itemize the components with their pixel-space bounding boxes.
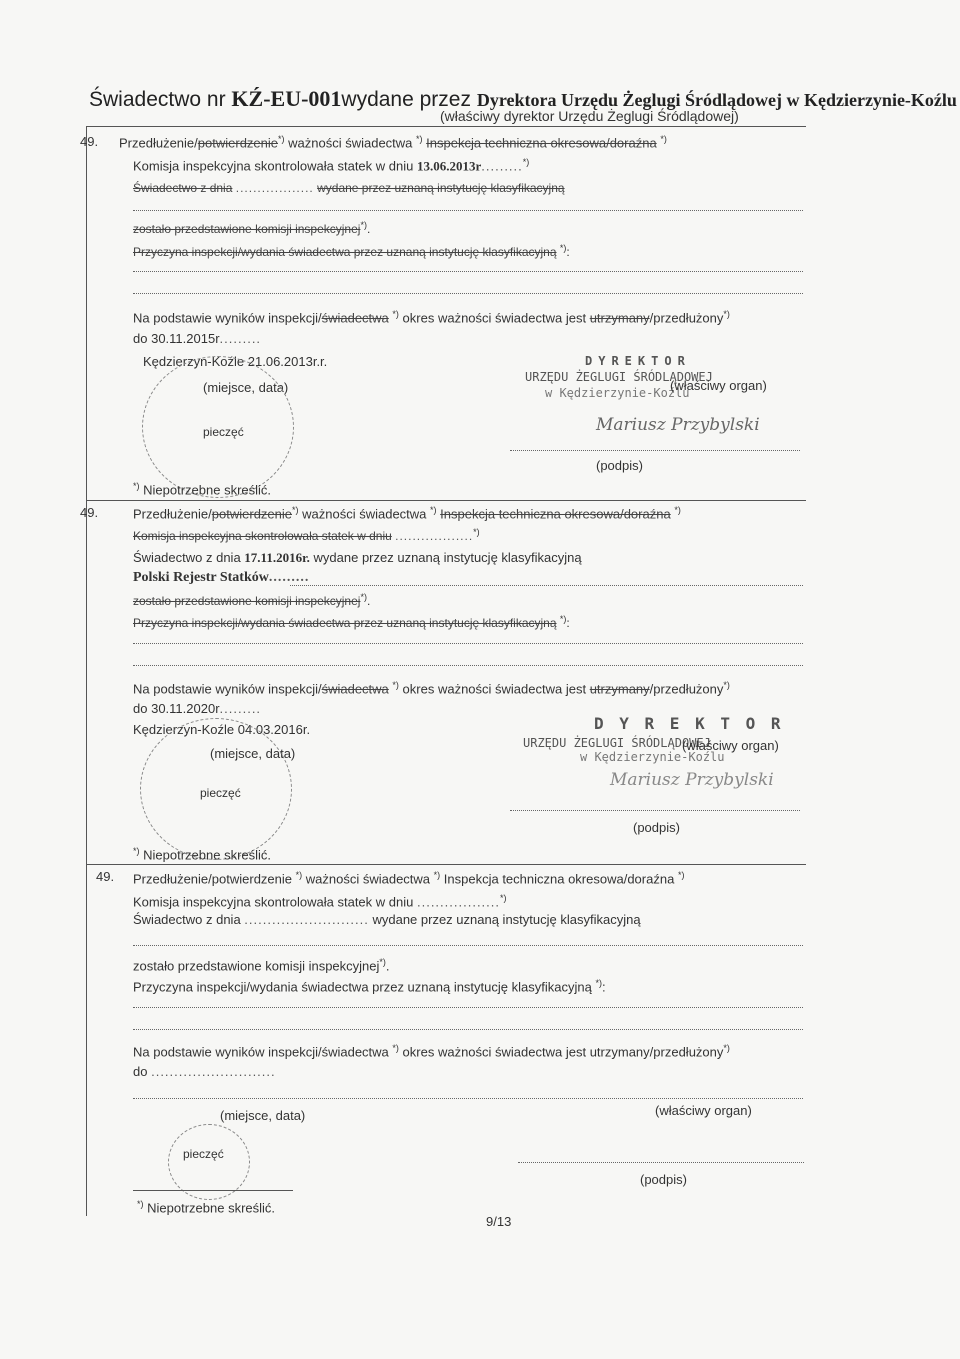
entry2-dotline-2 (133, 643, 803, 644)
title-issued-by: wydane przez (341, 88, 471, 111)
entry1-line1: Przedłużenie/potwierdzenie*) ważności świadectwa *) Inspekcja techniczna okresowa/doraźna *) (119, 134, 667, 151)
entry1-commission: Komisja inspekcyjna skontrolowała statek w dniu 13.06.2013r.........*) (133, 157, 530, 174)
entry2-place-date-value: Kędzierzyn-Koźle 04.03.2016r. (133, 722, 311, 737)
entry1-dotline-1 (133, 210, 803, 211)
certificate-number: KŹ-EU-001 (231, 86, 342, 111)
entry2-reason: Przyczyna inspekcji/wydania świadectwa przez uznaną instytucję klasyfikacyjną *): (133, 614, 570, 630)
page-number: 9/13 (486, 1214, 512, 1229)
entry2-organ-label: (właściwy organ) (682, 738, 779, 753)
entry2-commission: Komisja inspekcyjna skontrolowała statek w dniu ..................*) (133, 527, 480, 543)
entry2-basis: Na podstawie wyników inspekcji/świadectwa *) okres ważności świadectwa jest utrzymany/przedłużony*) (133, 680, 730, 697)
entry3-dotline-4 (133, 1098, 803, 1099)
entry3-place-date-label: (miejsce, data) (220, 1108, 306, 1123)
entry3-footnote-rule (133, 1190, 293, 1191)
entry3-cert-date: Świadectwo z dnia ........................... wydane przez uznaną instytucję klasyfikacyjną (133, 912, 641, 927)
entry3-signature-line (518, 1162, 804, 1163)
entry1-organ-label: (właściwy organ) (670, 378, 767, 393)
entry2-office-stamp: URZĘDU ŻEGLUGI ŚRÓDLĄDOWEJ (523, 736, 711, 750)
divider-1 (86, 500, 806, 501)
issuing-authority: Dyrektora Urzędu Żeglugi Śródlądowej w Kędzierzynie-Koźlu (476, 90, 957, 110)
entry3-presented: zostało przedstawione komisji inspekcyjnej*). (133, 957, 390, 974)
entry2-class-institution: Polski Rejestr Statków......... (133, 570, 310, 585)
entry3-until: do ........................... (133, 1064, 276, 1079)
entry1-until-date: 30.11.2015r (151, 331, 220, 346)
entry1-signature-label: (podpis) (596, 458, 643, 473)
entry1-basis: Na podstawie wyników inspekcji/świadectwa *) okres ważności świadectwa jest utrzymany/przedłużony*) (133, 309, 730, 326)
frame-top (86, 126, 806, 127)
entry3-dotline-3 (133, 1029, 803, 1030)
entry1-commission-date: 13.06.2013r (416, 158, 482, 174)
entry1-footnote: *) Niepotrzebne skreślić. (133, 481, 272, 498)
divider-2 (86, 864, 806, 865)
entry2-presented: zostało przedstawione komisji inspekcyjnej*). (133, 592, 371, 608)
entry2-cert-date-value: 17.11.2016r. (244, 550, 310, 565)
entry2-footnote: *) Niepotrzebne skreślić. (133, 846, 272, 863)
entry2-director-stamp: D Y R E K T O R (594, 714, 784, 733)
entry1-seal-label: pieczęć (203, 425, 244, 439)
entry2-dotline-1 (290, 585, 803, 586)
entry1-place-date-label: (miejsce, data) (203, 380, 289, 395)
entry2-seal-label: pieczęć (200, 786, 241, 800)
entry3-seal-label: pieczęć (183, 1147, 224, 1161)
entry1-director-stamp: DYREKTOR (585, 354, 691, 368)
entry2-until-date: 30.11.2020r (151, 701, 220, 716)
entry3-dotline-2 (133, 1007, 803, 1008)
entry2-signature: Mariusz Przybylski (610, 770, 774, 790)
entry2-place-date-label: (miejsce, data) (210, 746, 296, 761)
entry2-dotline-3 (133, 665, 803, 666)
entry3-dotline-1 (133, 945, 803, 946)
entry2-office-stamp-2: w Kędzierzynie-Koźlu (580, 750, 725, 764)
entry3-line1: Przedłużenie/potwierdzenie *) ważności świadectwa *) Inspekcja techniczna okresowa/doraźna *) (133, 870, 685, 887)
entry3-commission: Komisja inspekcyjna skontrolowała statek w dniu ..................*) (133, 893, 507, 910)
entry1-section-number: 49. (80, 134, 99, 149)
entry3-basis: Na podstawie wyników inspekcji/świadectwa *) okres ważności świadectwa jest utrzymany/przedłużony*) (133, 1043, 730, 1060)
document-subtitle: (właściwy dyrektor Urzędu Żeglugi Śródlądowej) (440, 108, 739, 124)
entry2-cert-date: Świadectwo z dnia 17.11.2016r. wydane przez uznaną instytucję klasyfikacyjną (133, 550, 582, 565)
entry1-cert-date: Świadectwo z dnia .................. wydane przez uznaną instytucję klasyfikacyjną (133, 181, 565, 195)
entry3-section-number: 49. (96, 869, 115, 884)
entry1-dotline-3 (133, 293, 803, 294)
entry1-until: do 30.11.2015r......... (133, 331, 262, 346)
entry1-presented: zostało przedstawione komisji inspekcyjnej*). (133, 220, 371, 236)
entry1-signature-line (510, 450, 800, 451)
entry2-section-number: 49. (80, 505, 99, 520)
entry3-footnote: *) Niepotrzebne skreślić. (137, 1199, 276, 1216)
title-prefix: Świadectwo nr (89, 88, 226, 111)
entry3-organ-label: (właściwy organ) (655, 1103, 752, 1118)
entry2-until: do 30.11.2020r......... (133, 701, 262, 716)
entry1-place-date-value: Kędzierzyn-Koźle 21.06.2013r.r. (143, 354, 328, 369)
entry2-signature-label: (podpis) (633, 820, 680, 835)
entry3-signature-label: (podpis) (640, 1172, 687, 1187)
entry1-office-stamp-2: w Kędzierzynie-Koźlu (545, 386, 690, 400)
entry1-dotline-2 (133, 271, 803, 272)
entry1-reason: Przyczyna inspekcji/wydania świadectwa przez uznaną instytucję klasyfikacyjną *): (133, 243, 570, 259)
entry2-line1: Przedłużenie/potwierdzenie*) ważności świadectwa *) Inspekcja techniczna okresowa/doraźna *) (133, 505, 681, 522)
entry3-seal-circle (168, 1124, 250, 1200)
frame-left (86, 126, 87, 1216)
entry3-reason: Przyczyna inspekcji/wydania świadectwa przez uznaną instytucję klasyfikacyjną *): (133, 978, 606, 995)
entry1-signature: Mariusz Przybylski (596, 415, 760, 435)
entry2-signature-line (510, 810, 800, 811)
entry1-office-stamp: URZĘDU ŻEGLUGI ŚRÓDLĄDOWEJ (525, 370, 713, 384)
